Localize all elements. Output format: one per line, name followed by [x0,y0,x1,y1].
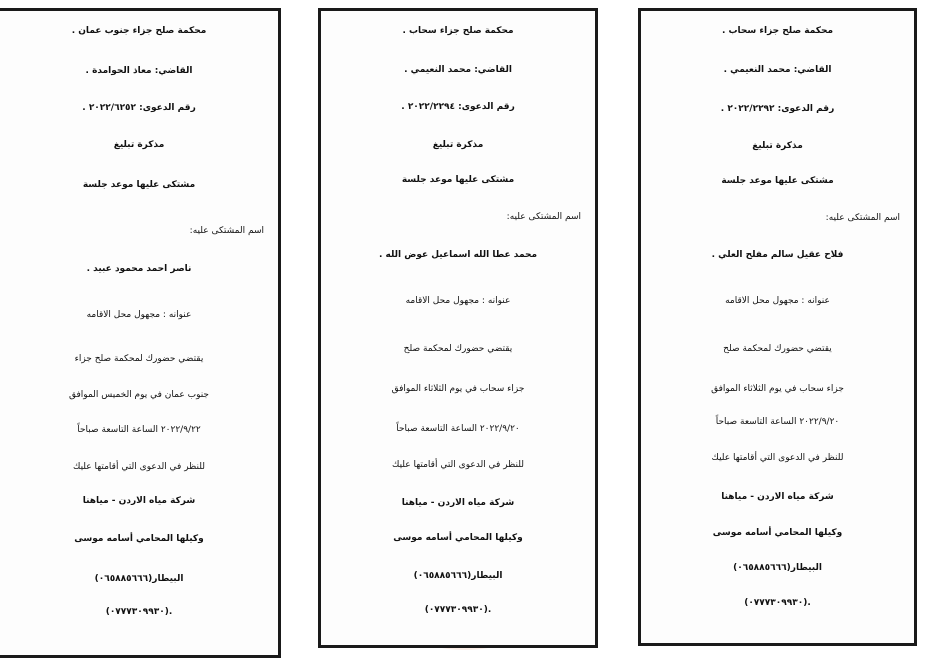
plaintiff-line: شركة مياه الاردن - مياهنا [401,498,515,508]
document-type: مذكرة تبليغ [752,141,803,151]
defendant-address: عنوانه : مجهول محل الاقامه [725,296,830,306]
body-line: ٢٠٢٢/٩/٢٢ الساعة التاسعة صباحاً [77,425,201,435]
plaintiff-line: .(٠٧٧٧٣٠٩٩٣٠) [424,605,492,615]
defendant-name: محمد عطا الله اسماعيل عوض الله . [378,250,538,260]
body-line: يقتضي حضورك لمحكمة صلح [723,344,832,354]
judge-name: القاضي: معاذ الحوامدة . [85,66,193,76]
judge-name: القاضي: محمد النعيمي . [404,65,512,75]
plaintiff-line: البيطار(٠٦٥٨٨٥٦٦٦) [733,563,822,573]
court-name: محكمة صلح جزاء جنوب عمان . [71,26,207,36]
plaintiff-line: وكيلها المحامي أسامه موسى [712,528,843,538]
plaintiff-line: شركة مياه الاردن - مياهنا [721,492,834,502]
plaintiff-line: .(٠٧٧٧٣٠٩٩٣٠) [744,598,811,608]
document-type: مذكرة تبليغ [432,140,484,150]
plaintiff-line: وكيلها المحامي أسامه موسى [74,534,204,544]
body-line: يقتضي حضورك لمحكمة صلح جزاء [74,354,204,364]
judge-name: القاضي: محمد النعيمي . [723,65,832,75]
defendant-label: اسم المشتكى عليه: [189,226,264,236]
court-name: محكمة صلح جزاء سحاب . [721,26,834,36]
defendant-role: مشتكى عليها موعد جلسة [401,175,515,185]
body-line: ٢٠٢٢/٩/٢٠ الساعة التاسعة صباحاً [396,424,520,434]
defendant-role: مشتكى عليها موعد جلسة [82,180,196,190]
body-line: للنظر في الدعوى التي أقامتها عليك [711,453,844,463]
defendant-role: مشتكى عليها موعد جلسة [721,176,834,186]
plaintiff-line: البيطار(٠٦٥٨٨٥٦٦٦) [94,574,184,584]
plaintiff-line: شركة مياه الاردن - مياهنا [82,496,196,506]
document-type: مذكرة تبليغ [113,140,165,150]
court-notice-south-amman-6252 [0,8,281,658]
body-line: جزاء سحاب في يوم الثلاثاء الموافق [711,384,844,394]
defendant-label: اسم المشتكى عليه: [506,212,581,222]
plaintiff-line: .(٠٧٧٧٣٠٩٩٣٠) [105,607,173,617]
body-line: ٢٠٢٢/٩/٢٠ الساعة التاسعة صباحاً [715,417,840,427]
court-notice-sahab-2294 [318,8,598,648]
plaintiff-line: وكيلها المحامي أسامه موسى [393,533,523,543]
plaintiff-line: البيطار(٠٦٥٨٨٥٦٦٦) [413,571,503,581]
court-notice-sahab-2292 [638,8,917,646]
body-line: للنظر في الدعوى التي أقامتها عليك [72,462,205,472]
defendant-name: فلاح عقيل سالم مفلح العلي . [711,250,844,260]
case-number: رقم الدعوى: ٢٠٢٢/٢٢٩٢ . [720,104,835,114]
defendant-label: اسم المشتكى عليه: [825,213,900,223]
body-line: للنظر في الدعوى التي أقامتها عليك [391,460,524,470]
defendant-address: عنوانه : مجهول محل الاقامه [86,310,192,320]
case-number: رقم الدعوى: ٢٠٢٢/٢٢٩٤ . [401,102,515,112]
defendant-name: ناصر احمد محمود عبيد . [86,264,192,274]
body-line: جنوب عمان في يوم الخميس الموافق [68,390,209,400]
defendant-address: عنوانه : مجهول محل الاقامه [405,296,511,306]
case-number: رقم الدعوى: ٢٠٢٢/٦٢٥٢ . [82,103,196,113]
body-line: جزاء سحاب في يوم الثلاثاء الموافق [391,384,525,394]
court-name: محكمة صلح جزاء سحاب . [402,26,514,36]
body-line: يقتضي حضورك لمحكمة صلح [403,344,513,354]
